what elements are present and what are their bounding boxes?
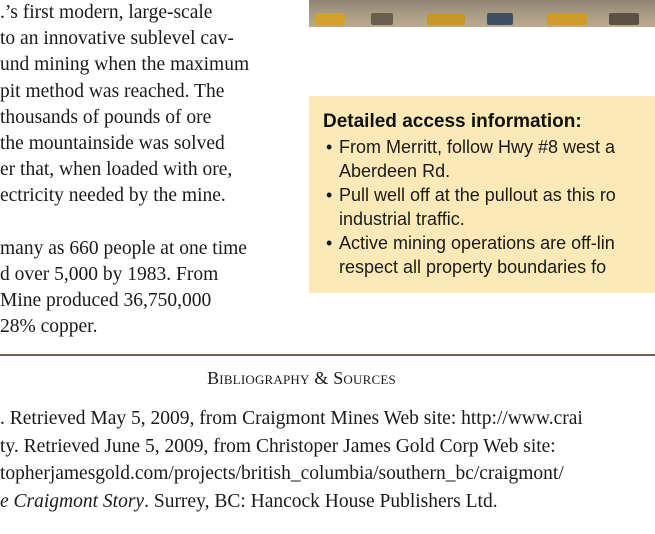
bullet-icon: • <box>326 137 333 157</box>
haul-truck-shape <box>427 13 465 25</box>
text-line: the mountainside was solved <box>0 133 225 155</box>
access-info-box <box>309 96 655 293</box>
bullet-icon: • <box>326 233 333 253</box>
book-title: e Craigmont Story <box>0 490 145 512</box>
haul-truck-shape <box>547 13 587 25</box>
bibliography-entry-text: ty. Retrieved June 5, 2009, from Christoper James Gold Corp Web site: <box>0 435 556 457</box>
access-info-line: respect all property boundaries fo <box>339 257 607 277</box>
access-info-line: industrial traffic. <box>339 209 465 229</box>
access-info-item <box>323 135 655 183</box>
bibliography-entry-text: topherjamesgold.com/projects/british_columbia/southern_bc/craigmont/ <box>0 463 564 484</box>
bibliography-entry-text: . Retrieved May 5, 2009, from Craigmont Mines Web site: http://www.crai <box>0 408 583 429</box>
article-body <box>0 0 300 340</box>
text-line: Mine produced 36,750,000 <box>0 290 212 312</box>
bullet-icon: • <box>326 185 333 205</box>
text-line: und mining when the maximum <box>0 54 250 76</box>
haul-truck-shape <box>371 13 393 25</box>
paragraph-1 <box>0 0 300 210</box>
text-line: thousands of pounds of ore <box>0 106 212 128</box>
bibliography-entry-text: . Surrey, BC: Hancock House Publishers Ltd. <box>144 490 498 512</box>
text-line: d over 5,000 by 1983. From <box>0 263 219 285</box>
text-line: pit method was reached. The <box>0 80 225 102</box>
access-info-title: Detailed access information: <box>323 111 582 132</box>
bibliography-entry <box>0 433 655 461</box>
section-divider <box>0 354 655 356</box>
bibliography-heading: Bibliography & Sources <box>207 368 396 388</box>
mine-photo <box>309 0 655 27</box>
bibliography-entry <box>0 405 655 433</box>
haul-truck-shape <box>487 13 513 25</box>
text-line: .’s first modern, large-scale <box>0 2 213 23</box>
text-line: er that, when loaded with ore, <box>0 159 233 181</box>
text-line: ectricity needed by the mine. <box>0 185 226 207</box>
text-line: to an innovative sublevel cav- <box>0 28 234 50</box>
access-info-line: Aberdeen Rd. <box>339 161 451 181</box>
haul-truck-shape <box>315 13 345 25</box>
haul-truck-shape <box>609 13 639 25</box>
text-line: many as 660 people at one time <box>0 237 247 259</box>
paragraph-gap <box>0 210 300 236</box>
text-line: 28% copper. <box>0 316 98 338</box>
access-info-line: Active mining operations are off-lin <box>339 233 615 253</box>
bibliography-entry <box>0 460 655 488</box>
access-info-item <box>323 183 655 231</box>
access-info-list <box>323 135 655 279</box>
access-info-item <box>323 231 655 279</box>
access-info-line: Pull well off at the pullout as this ro <box>339 185 616 205</box>
bibliography-list <box>0 405 655 515</box>
paragraph-2 <box>0 236 300 341</box>
bibliography-entry <box>0 488 655 516</box>
access-info-line: From Merritt, follow Hwy #8 west a <box>339 137 616 157</box>
